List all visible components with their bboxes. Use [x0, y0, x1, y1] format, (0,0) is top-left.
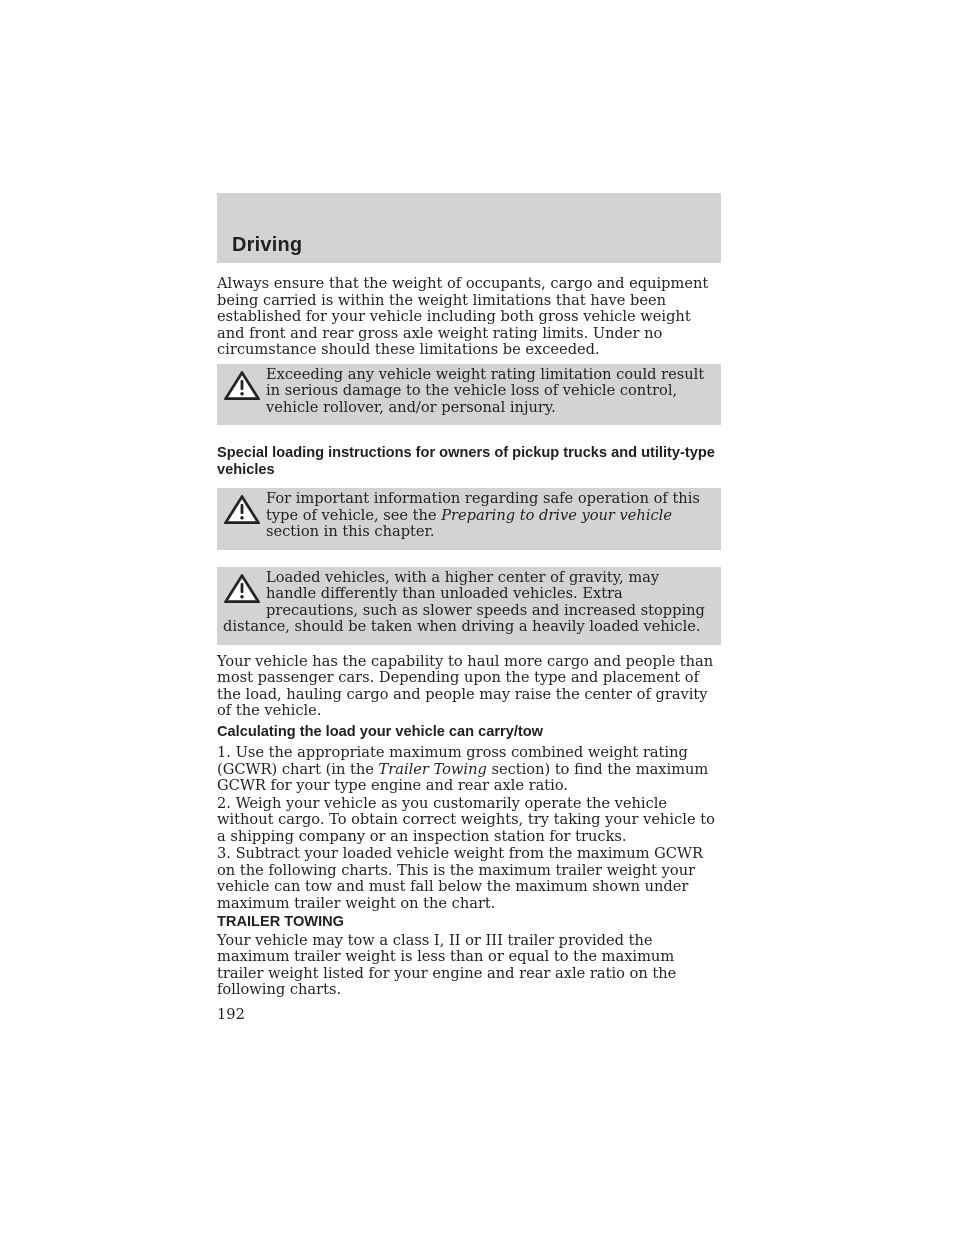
- intro-paragraph: Always ensure that the weight of occupants, cargo and equipment being carried is within the weight limitations that have been established for your vehicle including both gross vehicle weight and front and rear gross axle weight rating limits. Under no circumstance should these limitations be exceeded.: [217, 275, 709, 358]
- step-text-part: section) to find the maximum GCWR for your type engine and rear axle ratio.: [217, 760, 709, 794]
- section-title: Driving: [232, 234, 303, 256]
- step-3: 3. Subtract your loaded vehicle weight from the maximum GCWR on the following charts. This is the maximum trailer weight your vehicle can tow and must fall below the maximum shown under maximum trailer weight on the chart.: [217, 845, 703, 912]
- cross-reference-link: Preparing to drive your vehicle: [441, 506, 672, 524]
- warning-text-part: For important information regarding safe operation of this type of vehicle, see the: [266, 490, 700, 524]
- step-text-part: 1. Use the appropriate maximum gross combined weight rating (GCWR) chart (in the: [217, 744, 688, 778]
- step-1: [217, 745, 721, 795]
- warning-triangle-icon: [223, 493, 261, 526]
- cross-reference-link: Trailer Towing: [378, 760, 487, 778]
- heading-calculating-load: Calculating the load your vehicle can carry/tow: [217, 723, 544, 740]
- capability-paragraph: Your vehicle has the capability to haul more cargo and people than most passenger cars. Depending upon the type and placement of the load, hauling cargo and people may raise the center of gravity of the vehicle.: [217, 652, 714, 719]
- warning-text: Exceeding any vehicle weight rating limitation could result in serious damage to the vehicle loss of vehicle control, vehicle rollover, and/or personal injury.: [266, 365, 705, 416]
- warning-box-safe-operation: [217, 488, 721, 550]
- warning-triangle-icon: [223, 572, 261, 605]
- warning-text: Loaded vehicles, with a higher center of gravity, may handle differently than unloaded vehicles. Extra precautions, such as slower speeds and increased stopping distance, should be taken when driving a heavily loaded vehicle.: [223, 568, 705, 635]
- section-header-band: [217, 193, 721, 263]
- heading-trailer-towing: TRAILER TOWING: [217, 914, 345, 930]
- heading-special-loading: Special loading instructions for owners of pickup trucks and utility-type vehicles: [217, 445, 715, 478]
- warning-box-center-of-gravity: [217, 567, 721, 645]
- trailer-towing-paragraph: Your vehicle may tow a class I, II or III trailer provided the maximum trailer weight is less than or equal to the maximum trailer weight listed for your engine and rear axle ratio on the following charts.: [217, 931, 677, 998]
- manual-page: [217, 193, 721, 1023]
- warning-text: [223, 491, 713, 541]
- step-2: 2. Weigh your vehicle as you customarily operate the vehicle without cargo. To obtain correct weights, try taking your vehicle to a shipping company or an inspection station for trucks.: [217, 794, 715, 845]
- warning-text-part: section in this chapter.: [266, 523, 435, 540]
- warning-box-weight-limit: [217, 364, 721, 426]
- warning-triangle-icon: [223, 369, 261, 402]
- page-number: 192: [217, 1005, 245, 1023]
